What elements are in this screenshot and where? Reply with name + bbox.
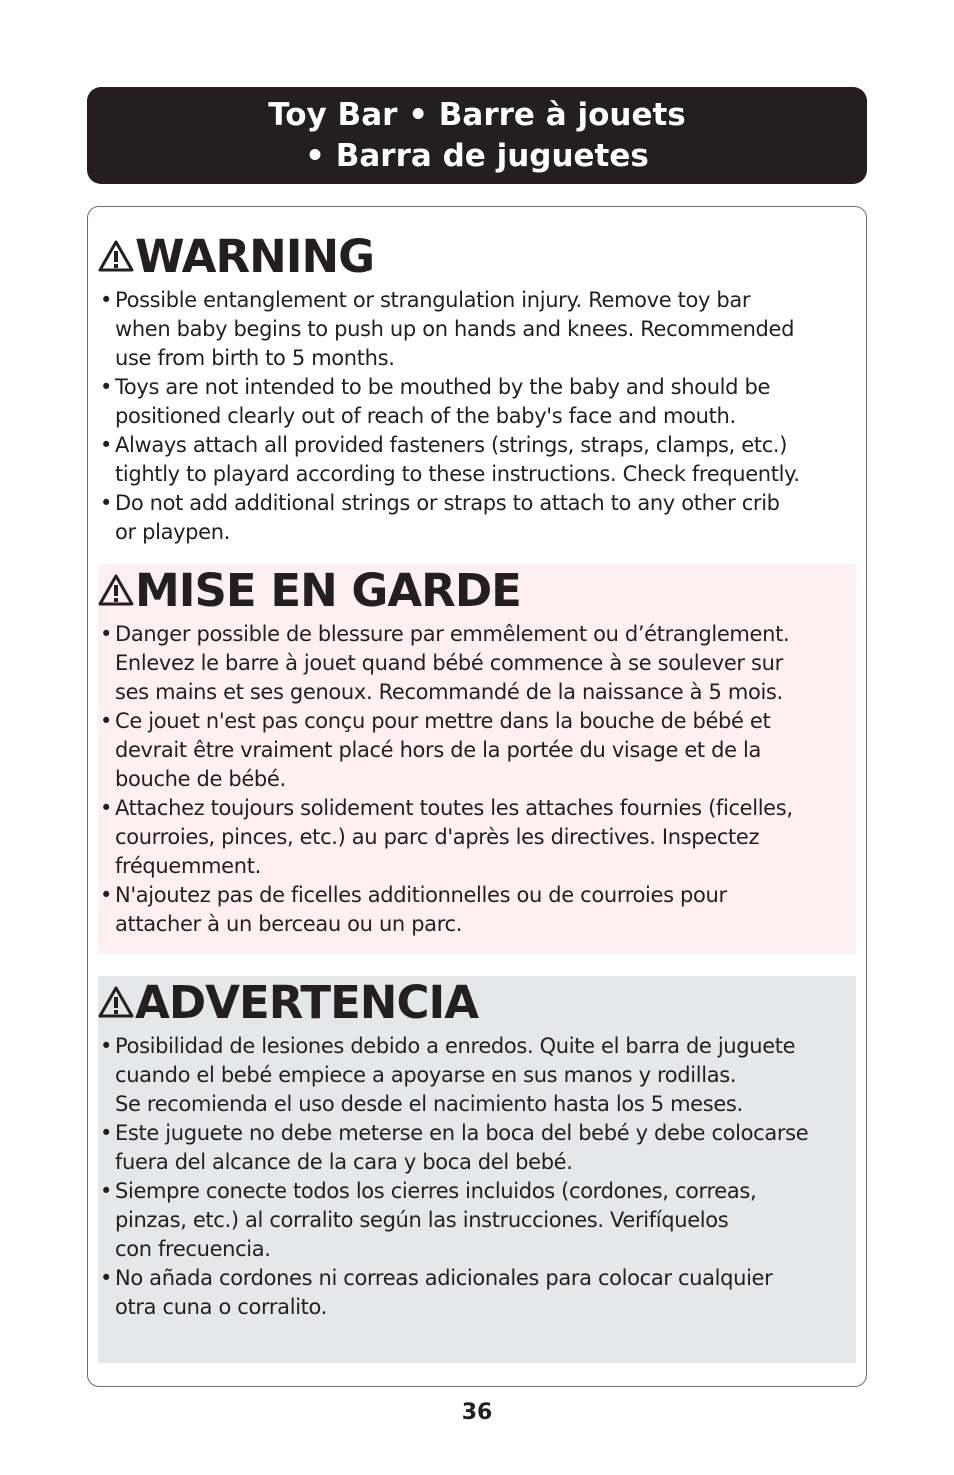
- page-number: 36: [461, 1400, 493, 1425]
- warning-triangle-icon: [98, 574, 134, 606]
- mise-en-garde-heading-text: MISE EN GARDE: [135, 563, 521, 617]
- list-item: • Siempre conecte todos los cierres incluidos (cordones, correas, pinzas, etc.) al corralito según las instrucciones. Verifíquelos con frecuencia.: [98, 1177, 856, 1264]
- header-title-line2: • Barra de juguetes: [305, 137, 649, 174]
- warning-list: [98, 286, 856, 547]
- warning-triangle-icon: [98, 240, 134, 272]
- list-item: • Do not add additional strings or straps to attach to any other crib or playpen.: [98, 489, 856, 547]
- warning-heading-text: WARNING: [135, 229, 375, 283]
- list-item: • Toys are not intended to be mouthed by the baby and should be positioned clearly out of reach of the baby's face and mouth.: [98, 373, 856, 431]
- list-item: • Posibilidad de lesiones debido a enredos. Quite el barra de juguete cuando el bebé empiece a apoyarse en sus manos y rodillas. Se recomienda el uso desde el nacimiento hasta los 5 meses.: [98, 1032, 856, 1119]
- warning-section-french: [98, 564, 856, 954]
- list-item: • Possible entanglement or strangulation injury. Remove toy bar when baby begins to push up on hands and knees. Recommended use from birth to 5 months.: [98, 286, 856, 373]
- advertencia-heading: [98, 976, 856, 1028]
- list-item: • Danger possible de blessure par emmêlement ou d’étranglement. Enlevez le barre à jouet quand bébé commence à se soulever sur ses mains et ses genoux. Recommandé de la naissance à 5 mois.: [98, 620, 856, 707]
- mise-en-garde-heading: [98, 564, 856, 616]
- advertencia-heading-text: ADVERTENCIA: [135, 975, 479, 1029]
- header-title-line1: Toy Bar • Barre à jouets: [268, 96, 686, 133]
- warning-section-spanish: [98, 976, 856, 1363]
- list-item: • Este juguete no debe meterse en la boca del bebé y debe colocarse fuera del alcance de la cara y boca del bebé.: [98, 1119, 856, 1177]
- list-item: • Ce jouet n'est pas conçu pour mettre dans la bouche de bébé et devrait être vraiment placé hors de la portée du visage et de la bouche de bébé.: [98, 707, 856, 794]
- list-item: • No añada cordones ni correas adicionales para colocar cualquier otra cuna o corralito.: [98, 1264, 856, 1322]
- advertencia-list: [98, 1032, 856, 1322]
- list-item: • Attachez toujours solidement toutes les attaches fournies (ficelles, courroies, pinces, etc.) au parc d'après les directives. Inspectez fréquemment.: [98, 794, 856, 881]
- warning-triangle-icon: [98, 986, 134, 1018]
- warning-heading: [98, 230, 856, 282]
- section-header: [87, 87, 867, 184]
- warning-section-english: [98, 229, 856, 544]
- list-item: • N'ajoutez pas de ficelles additionnelles ou de courroies pour attacher à un berceau ou un parc.: [98, 881, 856, 939]
- mise-en-garde-list: [98, 620, 856, 939]
- list-item: • Always attach all provided fasteners (strings, straps, clamps, etc.) tightly to playard according to these instructions. Check frequently.: [98, 431, 856, 489]
